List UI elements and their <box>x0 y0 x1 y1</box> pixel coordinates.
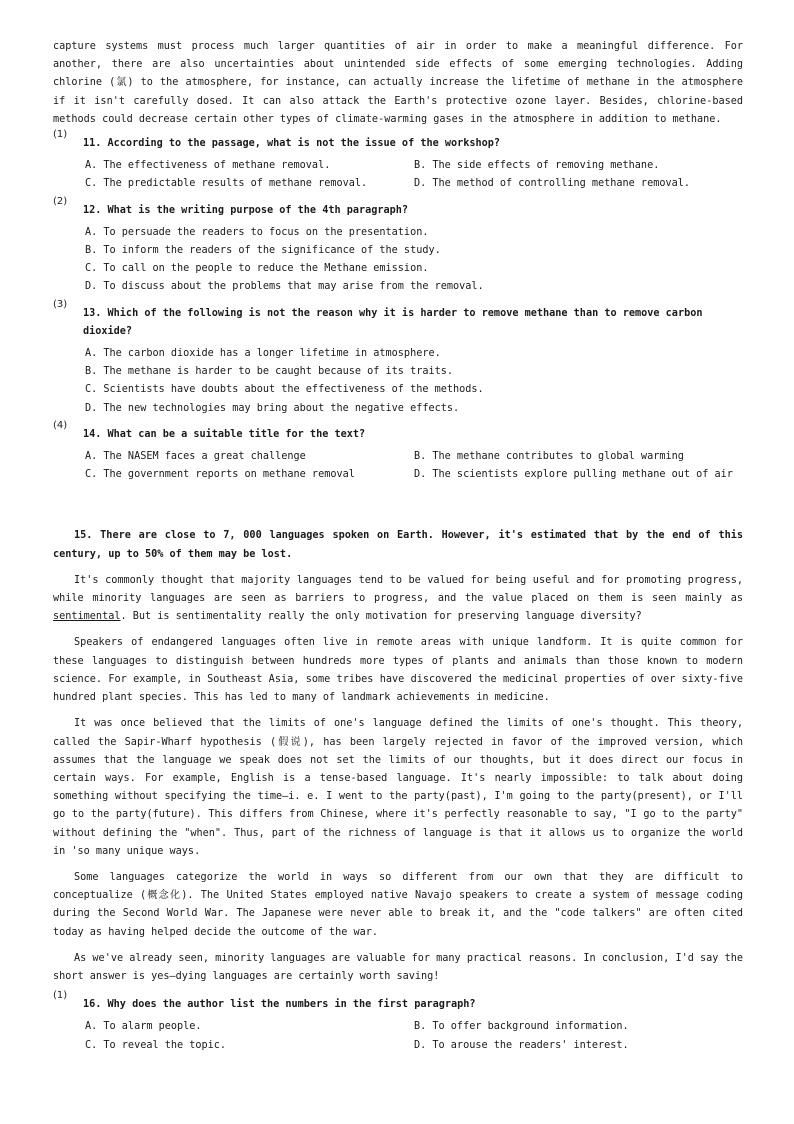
option-d[interactable]: D. The new technologies may bring about the negative effects. <box>85 402 460 414</box>
paragraph-4: Some languages categorize the world in ways so different from our own that they are difficult to conceptualize (概念化). The United States employed native Navajo speakers to create a system of message coding during the Second World War. The Japanese were never able to break it, and the "code talkers" are often cited today as having helped decide the outcome of the war. <box>53 871 743 938</box>
question-14 <box>53 419 743 485</box>
option-d[interactable]: D. To arouse the readers' interest. <box>414 1039 629 1051</box>
question-number: (4) <box>53 419 68 431</box>
option-b[interactable]: B. The methane is harder to be caught because of its traits. <box>85 366 454 378</box>
option-a[interactable]: A. The carbon dioxide has a longer lifetime in atmosphere. <box>85 348 441 360</box>
question-12 <box>53 195 743 297</box>
options <box>53 448 743 484</box>
options <box>53 345 743 418</box>
option-d[interactable]: D. The method of controlling methane removal. <box>414 178 691 190</box>
options <box>53 157 743 193</box>
question-stem: 14. What can be a suitable title for the text? <box>83 428 366 440</box>
option-a[interactable]: A. The effectiveness of methane removal. <box>85 160 331 172</box>
option-d[interactable]: D. The scientists explore pulling methane out of air <box>414 469 733 481</box>
passage-2 <box>53 527 743 986</box>
question-number: (2) <box>53 195 68 207</box>
question-number: (1) <box>53 990 68 1002</box>
question-stem: 13. Which of the following is not the reason why it is harder to remove methane than to remove carbon dioxide? <box>83 307 703 337</box>
paragraph-5: As we've already seen, minority languages are valuable for many practical reasons. In conclusion, I'd say the short answer is yes—dying languages are certainly worth saving! <box>53 952 743 982</box>
passage-continuation: capture systems must process much larger quantities of air in order to make a meaningful difference. For another, there are also uncertainties about unintended side effects of some emerging technologies. Adding chlorine (氯) to the atmosphere, for instance, can actually increase the lifetime of methane in the atmosphere if it isn't carefully dosed. It can also attack the Earth's protective ozone layer. Besides, chlorine-based methods could decrease certain other types of climate-warming gases in the atmosphere in addition to methane. <box>53 41 743 125</box>
option-c[interactable]: C. The predictable results of methane removal. <box>85 178 368 190</box>
underlined-word: sentimental <box>53 611 121 623</box>
question-stem: 16. Why does the author list the numbers in the first paragraph? <box>83 999 476 1011</box>
paragraph-3: It was once believed that the limits of one's language defined the limits of one's thought. This theory, called the Sapir-Wharf hypothesis (假说), has been largely rejected in favor of the improved version, which assumes that the language we speak does not set the limits of our thoughts, but it does direct our focus in certain ways. For example, English is a tense-based language. It's nearly impossible: to talk about doing something without specifying the time—i. e. I went to the party(past), I'm going to the party(present), or I'll go to the party(future). This differs from Chinese, where it's perfectly reasonable to say, "I go to the party" without defining the "when". Thus, part of the richness of language is that it allows us to organize the world in 'so many unique ways. <box>53 718 743 857</box>
option-b[interactable]: B. To offer background information. <box>414 1021 629 1033</box>
paragraph-1-start: It's commonly thought that majority languages tend to be valued for being useful and for promoting progress, while minority languages are seen as barriers to progress, and the value placed on them is seen mainly as <box>53 574 743 605</box>
paragraph-2: Speakers of endangered languages often live in remote areas with unique landform. It is quite common for these languages to distinguish between hundreds more types of plants and animals than those known to modern science. For example, in Southeast Asia, some tribes have discovered the medicinal properties of over sixty-five hundred plant species. This has led to many of landmark achievements in medicine. <box>53 637 743 704</box>
option-b[interactable]: B. The methane contributes to global warming <box>414 451 684 463</box>
option-b[interactable]: B. To inform the readers of the significance of the study. <box>85 245 441 257</box>
option-c[interactable]: C. To call on the people to reduce the Methane emission. <box>85 263 429 275</box>
passage-heading: 15. There are close to 7, 000 languages spoken on Earth. However, it's estimated that by the end of this century, up to 50% of them may be lost. <box>53 530 743 560</box>
option-a[interactable]: A. To persuade the readers to focus on the presentation. <box>85 226 429 238</box>
document-page <box>53 38 743 1055</box>
question-stem: 11. According to the passage, what is not the issue of the workshop? <box>83 138 501 150</box>
option-b[interactable]: B. The side effects of removing methane. <box>414 160 660 172</box>
question-11 <box>53 129 743 194</box>
question-stem: 12. What is the writing purpose of the 4th paragraph? <box>83 204 409 216</box>
options <box>53 224 743 297</box>
question-13 <box>53 298 743 418</box>
option-c[interactable]: C. Scientists have doubts about the effectiveness of the methods. <box>85 384 484 396</box>
option-c[interactable]: C. The government reports on methane removal <box>85 469 355 481</box>
option-a[interactable]: A. To alarm people. <box>85 1021 202 1033</box>
option-a[interactable]: A. The NASEM faces a great challenge <box>85 451 306 463</box>
question-number: (1) <box>53 129 68 141</box>
paragraph-1 <box>53 572 743 627</box>
question-number: (3) <box>53 298 68 310</box>
option-d[interactable]: D. To discuss about the problems that may arise from the removal. <box>85 281 484 293</box>
paragraph-1-end: . But is sentimentality really the only motivation for preserving language diversity? <box>120 611 642 623</box>
question-16 <box>53 990 743 1055</box>
options <box>53 1018 743 1054</box>
option-c[interactable]: C. To reveal the topic. <box>85 1039 227 1051</box>
